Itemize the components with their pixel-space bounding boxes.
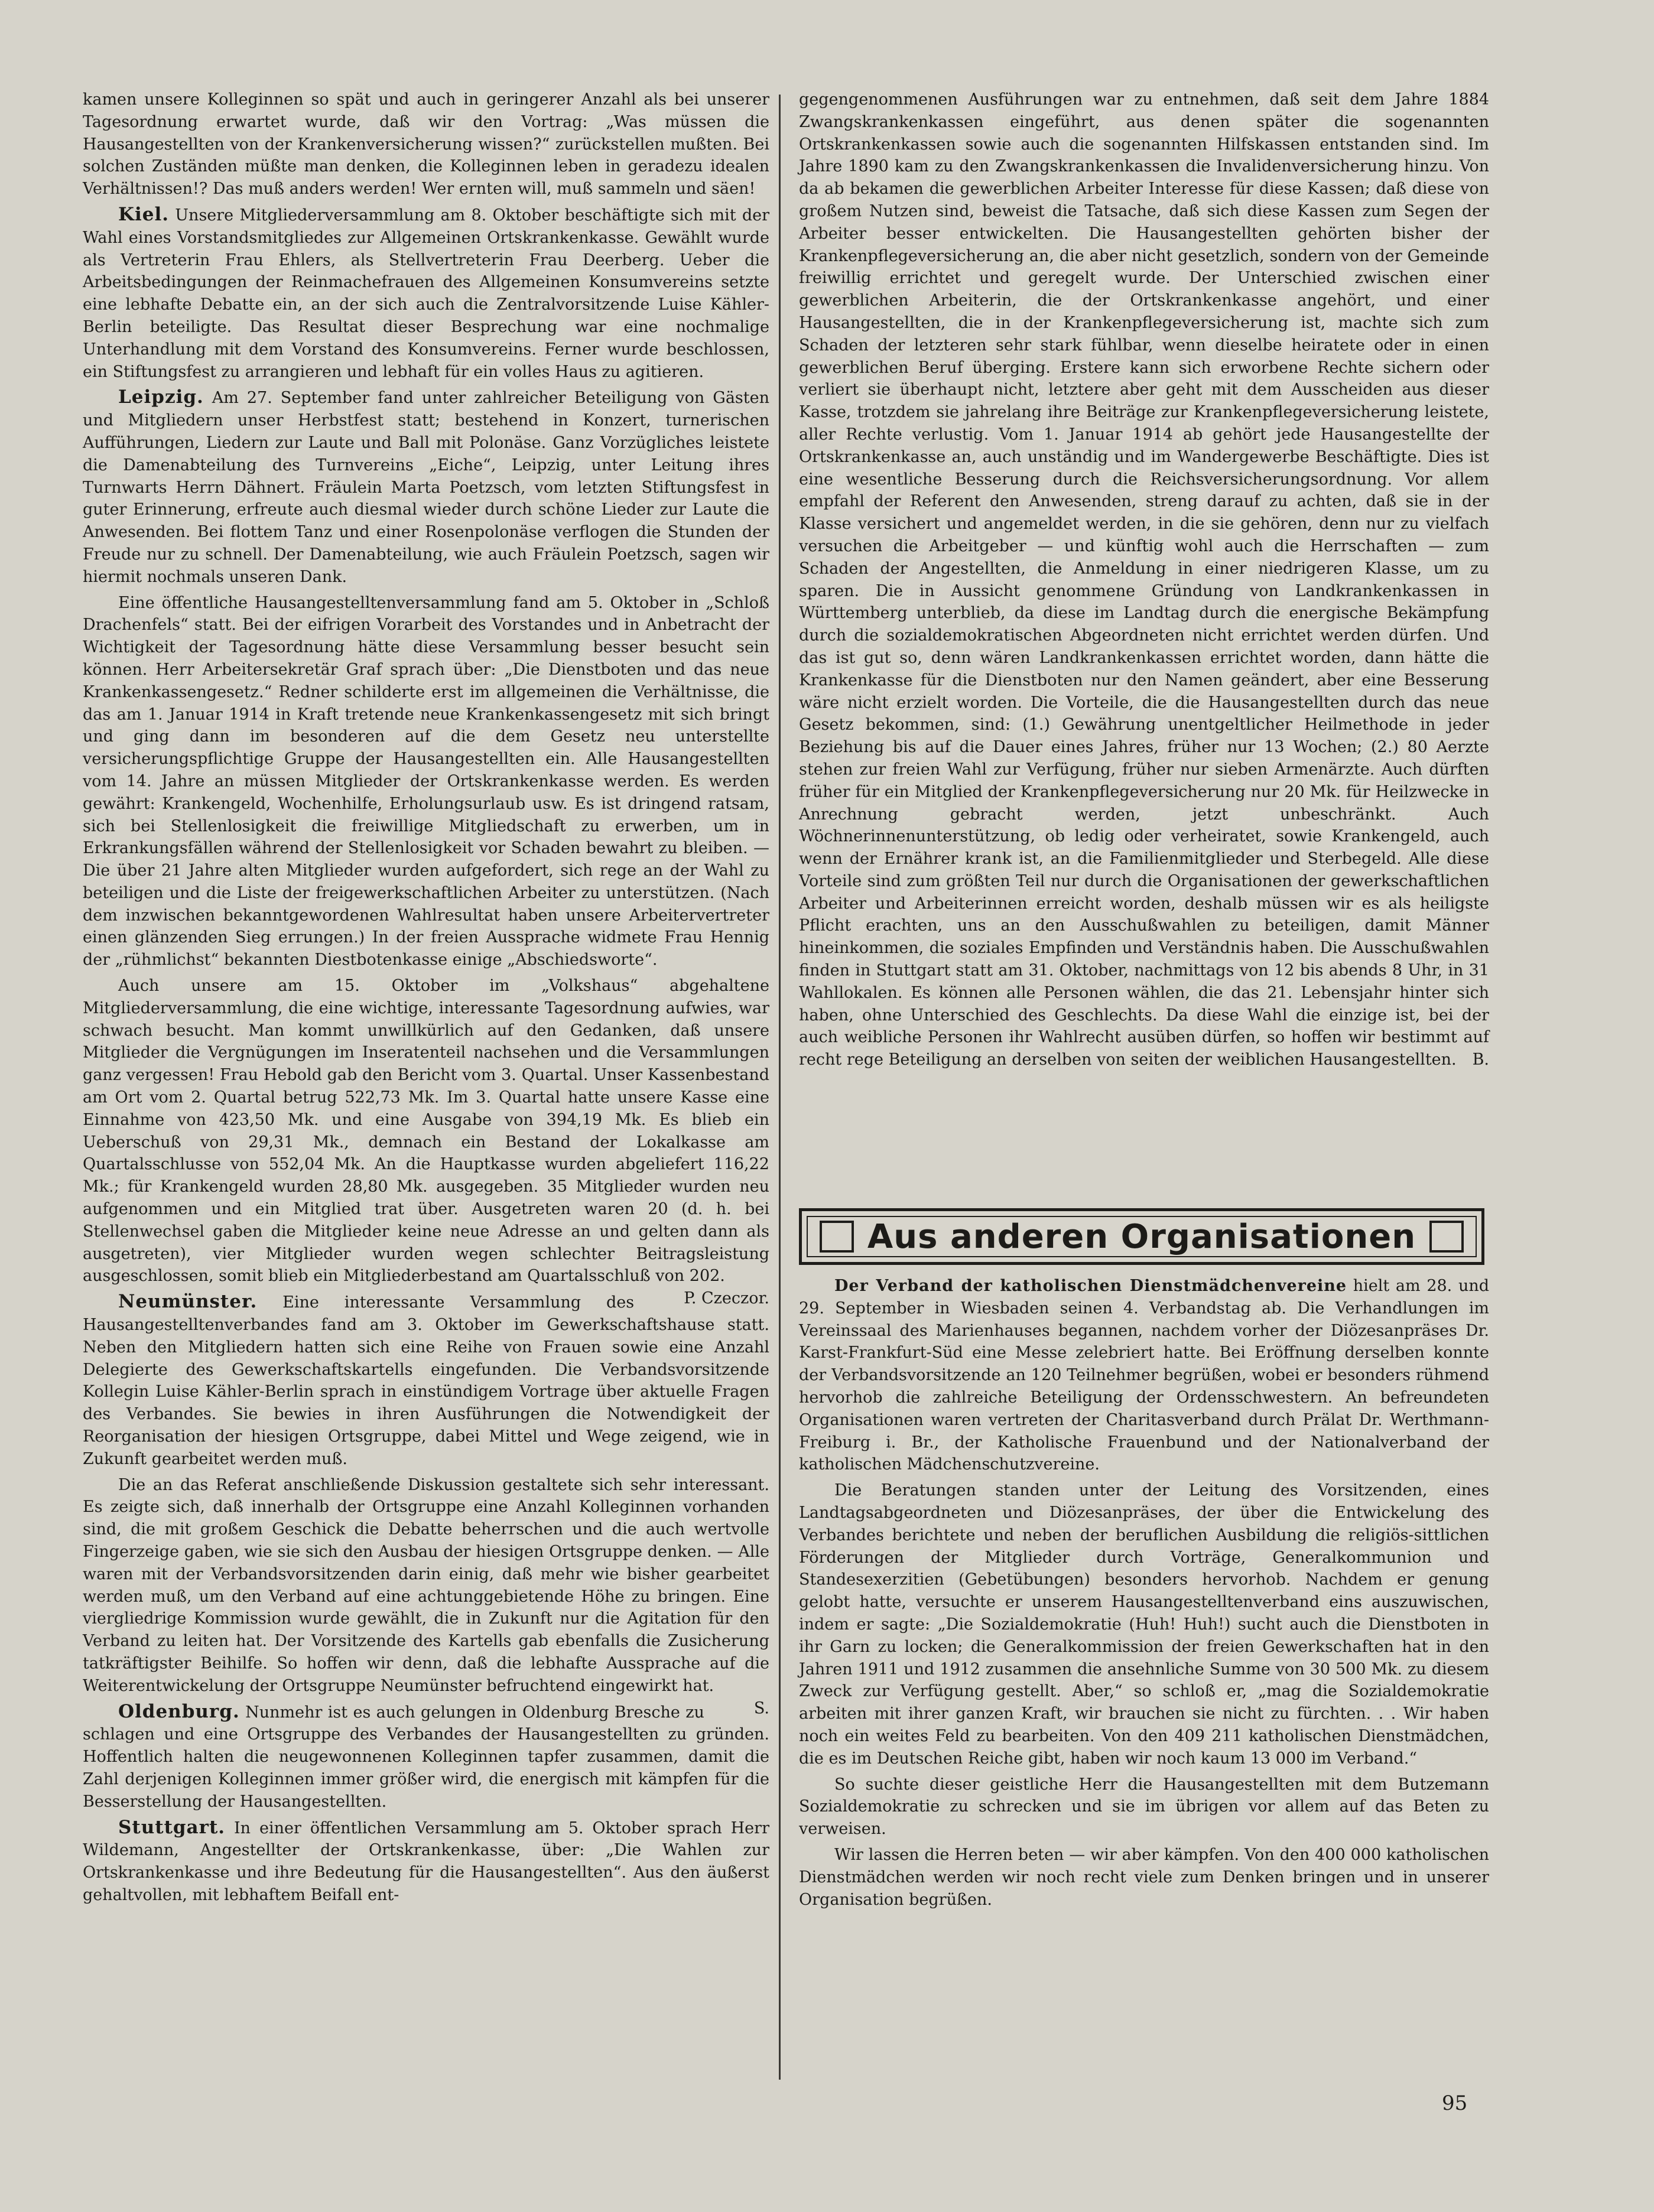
article-catholic-association (799, 1275, 1489, 1476)
paragraph-text: Eine öffentliche Hausangestelltenversammlung fand am 5. Oktober in „Schloß Drachenfels“ statt. Bei der eifrigen Vorarbeit des Vorstandes und in Anbetracht der Wichtigkeit der Tagesordnung hätte diese Versammlung besser besucht sein können. Herr Arbeitersekretär Graf sprach über: „Die Dienstboten und das neue Krankenkassengesetz.“ Redner schilderte erst im allgemeinen die Verhältnisse, die das am 1. Januar 1914 in Kraft tretende neue Krankenkassengesetz mit sich bringt und ging dann im besonderen auf die dem Gesetz neu unterstellte versicherungspflichtige Gruppe der Hausangestellten ein. Alle Hausangestellten vom 14. Jahre an müssen Mitglieder der Ortskrankenkasse werden. Es werden gewährt: Krankengeld, Wochenhilfe, Erholungsurlaub usw. Es ist dringend ratsam, sich bei Stellenlosigkeit die freiwillige Mitgliedschaft zu erwerben, um in Erkrankungsfällen während der Stellenlosigkeit vor Schaden bewahrt zu bleiben. — Die über 21 Jahre alten Mitglieder wurden aufgefordert, sich rege an der Wahl zu beteiligen und die Liste der freigewerkschaftlichen Arbeiter zu unterstützen. (Nach dem inzwischen bekanntgewordenen Wahlresultat haben unsere Arbeitervertreter einen glänzenden Sieg errungen.) In der freien Aussprache widmete Frau Hennig der „rühmlichst“ bekannten Diestbotenkasse einige „Abschiedsworte“. (83, 593, 769, 970)
article-paragraph (83, 592, 769, 972)
place-heading: Kiel. (118, 203, 170, 225)
right-column (799, 89, 1489, 1075)
paragraph-text: Unsere Mitgliederversammlung am 8. Oktober beschäftigte sich mit der Wahl eines Vorstandsmitgliedes zur Allgemeinen Ortskrankenkasse. Gewählt wurde als Vertreterin Frau Ehlers, als Stellvertreterin Frau Deerberg. Ueber die Arbeitsbedingungen der Reinmachefrauen des Allgemeinen Konsumvereins setzte eine lebhafte Debatte ein, an der sich auch die Zentralvorsitzende Luise Kähler-Berlin beteiligte. Das Resultat dieser Besprechung war eine nochmalige Unterhandlung mit dem Vorstand des Konsumvereins. Ferner wurde beschlossen, ein Stiftungsfest zu arrangieren und lebhaft für ein volles Haus zu agitieren. (83, 206, 769, 381)
paragraph-text: gegengenommenen Ausführungen war zu entnehmen, daß seit dem Jahre 1884 Zwangskrankenkassen eingeführt, aus denen später die sogenannten Ortskrankenkassen sowie auch die sogenannten Hilfskassen entstanden sind. Im Jahre 1890 kam zu den Zwangskrankenkassen die Invalidenversicherung hinzu. Von da ab bekamen die gewerblichen Arbeiter Interesse für diese Kassen; daß diese von großem Nutzen sind, beweist die Tatsache, daß sich diese Kassen zum Segen der Arbeiter besser entwickelten. Die Hausangestellten gehörten bisher der Krankenpflegeversicherung an, die aber nicht gesetzlich, sondern von der Gemeinde freiwillig errichtet und geregelt wurde. Der Unterschied zwischen einer gewerblichen Arbeiterin, die der Ortskrankenkasse angehört, und einer Hausangestellten, die in der Krankenpflegeversicherung ist, machte sich zum Schaden der letzteren sehr stark fühlbar, wenn dieselbe heiratete oder in einen gewerblichen Beruf überging. Erstere kann sich erworbene Rechte sichern oder verliert sie überhaupt nicht, letztere aber geht mit dem Ausscheiden aus dieser Kasse, trotzdem sie jahrelang ihre Beiträge zur Krankenpflegeversicherung leistete, aller Rechte verlustig. Vom 1. Januar 1914 ab gehört jede Hausangestellte der Ortskrankenkasse an, auch unständig und im Wandergewerbe Beschäftigte. Dies ist eine wesentliche Besserung durch die Reichsversicherungsordnung. Vor allem empfahl der Referent den Anwesenden, streng darauf zu achten, daß sie in der Klasse versichert und angemeldet werden, in die sie gehören, denn nur zu vielfach versuchen die Arbeitgeber — und künftig wohl auch die Herrschaften — zum Schaden der Angestellten, die Anmeldung in einer niedrigeren Klasse, um zu sparen. Die in Aussicht genommene Gründung von Landkrankenkassen in Württemberg unterblieb, da diese im Landtag durch die energische Bekämpfung durch die sozialdemokratischen Abgeordneten nicht errichtet werden dürfen. Und das ist gut so, denn wären Landkrankenkassen errichtet worden, dann hätte die Krankenkasse für die Dienstboten nur den Namen geändert, aber eine Besserung wäre nicht erzielt worden. Die Vorteile, die die Hausangestellten durch das neue Gesetz bekommen, sind: (1.) Gewährung unentgeltlicher Heilmethode in jeder Beziehung bis auf die Dauer eines Jahres, früher nur 13 Wochen; (2.) 80 Aerzte stehen zur freien Wahl zur Verfügung, früher nur sieben Armenärzte. Auch dürften früher für ein Mitglied der Krankenpflegeversicherung nur 20 Mk. für Heilzwecke in Anrechnung gebracht werden, jetzt unbeschränkt. Auch Wöchnerinnenunterstützung, ob ledig oder verheiratet, sowie Krankengeld, auch wenn der Ernährer krank ist, an die Familienmitglieder und Sterbegeld. Alle diese Vorteile sind zum größten Teil nur durch die Organisationen der gewerkschaftlichen Arbeiter und Arbeiterinnen erreicht worden, deshalb müssen wir es als heiligste Pflicht erachten, uns an den Ausschußwahlen zu beteiligen, damit Männer hineinkommen, die soziales Empfinden und Verständnis haben. Die Ausschußwahlen finden in Stuttgart statt am 31. Oktober, nachmittags von 12 bis abends 8 Uhr, in 31 Wahllokalen. Es können alle Personen wählen, die das 21. Lebensjahr hinter sich haben, ohne Unterschied des Geschlechts. Da diese Wahl die einzige ist, bei der auch weibliche Personen ihr Wahlrecht ausüben dürfen, so hoffen wir bestimmt auf recht rege Beteiligung an derselben von seiten der weiblichen Hausangestellten. (799, 90, 1489, 1069)
right-column-lower (799, 1275, 1489, 1914)
paragraph-text: Eine interessante Versammlung des Hausangestelltenverbandes fand am 3. Oktober im Gewerkschaftshause statt. Neben den Mitgliedern hatten sich eine Reihe von Frauen sowie eine Anzahl Delegierte des Gewerkschaftskartells eingefunden. Die Verbandsvorsitzende Kollegin Luise Kähler-Berlin sprach in einstündigem Vortrage über aktuelle Fragen des Verbandes. Sie bewies in ihren Ausführungen die Notwendigkeit der Reorganisation der hiesigen Ortsgruppe, dabei Mittel und Wege zeigend, wie in Zukunft gearbeitet werden muß. (83, 1293, 769, 1468)
place-heading: Neumünster. (118, 1291, 258, 1313)
square-ornament-icon (820, 1221, 854, 1253)
paragraph-text: So suchte dieser geistliche Herr die Hausangestellten mit dem Butzemann Sozialdemokratie zu schrecken und sie im übrigen vor allem auf das Beten zu verweisen. (799, 1775, 1489, 1839)
column-divider (779, 95, 781, 2080)
paragraph-text: hielt am 28. und 29. September in Wiesbaden seinen 4. Verbandstag ab. Die Verhandlungen im Vereinssaal des Marienhauses begannen, nachdem vorher der Diözesanpräses Dr. Karst-Frankfurt-Süd eine Messe zelebriert hatte. Bei Eröffnung derselben konnte der Verbandsvorsitzende an 120 Teilnehmer begrüßen, wobei er besonders rühmend hervorhob die zahlreiche Beteiligung der Ordensschwestern. An befreundeten Organisationen waren vertreten der Charitasverband durch Prälat Dr. Werthmann-Freiburg i. Br., der Katholische Frauenbund und der Nationalverband der katholischen Mädchenschutzvereine. (799, 1277, 1490, 1474)
signature: P. Czeczor. (684, 1289, 769, 1308)
place-heading: Oldenburg. (118, 1700, 240, 1722)
article-leipzig (83, 386, 769, 588)
article-neumuenster (83, 1291, 769, 1470)
paragraph-text: Nunmehr ist es auch gelungen in Oldenburg Bresche zu schlagen und eine Ortsgruppe des Verbandes der Hausangestellten zu gründen. Hoffentlich halten die neugewonnenen Kolleginnen tapfer zusammen, damit die Zahl derjenigen Kolleginnen immer größer wird, die energisch mit kämpfen für die Besserstellung der Hausangestellten. (83, 1703, 769, 1811)
paragraph-text: kamen unsere Kolleginnen so spät und auch in geringerer Anzahl als bei unserer Tagesordnung erwartet wurde, daß wir den Vortrag: „Was müssen die Hausangestellten von der Krankenversicherung wissen?“ zurückstellen mußten. Bei solchen Zuständen müßte man denken, die Kolleginnen leben in geradezu idealen Verhältnissen!? Das muß anders werden! Wer ernten will, muß sammeln und säen! (83, 90, 769, 199)
article-stuttgart (83, 1817, 769, 1907)
square-ornament-icon (1429, 1221, 1464, 1253)
paragraph-text: Am 27. September fand unter zahlreicher Beteiligung von Gästen und Mitgliedern unser Herbstfest statt; bestehend in Konzert, turnerischen Aufführungen, Liedern zur Laute und Ball mit Polonäse. Ganz Vorzügliches leistete die Damenabteilung des Turnvereins „Eiche“, Leipzig, unter Leitung ihres Turnwarts Herrn Dähnert. Fräulein Marta Poetzsch, vom letzten Stiftungsfest in guter Erinnerung, erfreute auch diesmal wieder durch schöne Lieder zur Laute die Anwesenden. Bei flottem Tanz und einer Rosenpolonäse verflogen die Stunden der Freude nur zu schnell. Der Damenabteilung, wie auch Fräulein Poetzsch, sagen wir hiermit nochmals unseren Dank. (83, 389, 769, 586)
article-paragraph (799, 1844, 1489, 1911)
paragraph-text: Auch unsere am 15. Oktober im „Volkshaus“ abgehaltene Mitgliederversammlung, die eine wichtige, interessante Tagesordnung aufwies, war schwach besucht. Man kommt unwillkürlich auf den Gedanken, daß unsere Mitglieder die Vergnügungen im Inseratenteil nachsehen und die Versammlungen ganz vergessen! Frau Hebold gab den Bericht vom 3. Quartal. Unser Kassenbestand am Ort vom 2. Quartal betrug 522,73 Mk. Im 3. Quartal hatte unsere Kasse eine Einnahme von 423,50 Mk. und eine Ausgabe von 394,19 Mk. Es blieb ein Ueberschuß von 29,31 Mk., demnach ein Bestand der Lokalkasse am Quartalsschlusse von 552,04 Mk. An die Hauptkasse wurden abgeliefert 116,22 Mk.; für Krankengeld wurden 28,80 Mk. ausgegeben. 35 Mitglieder wurden neu aufgenommen und ein Mitglied trat über. Ausgetreten waren 20 (d. h. bei Stellenwechsel gaben die Mitglieder keine neue Adresse an und gelten dann als ausgetreten), vier Mitglieder wurden wegen schlechter Beitragsleistung ausgeschlossen, somit blieb ein Mitgliederbestand am Quartalsschluß von 202. (83, 977, 769, 1286)
section-title: Aus anderen Organisationen (867, 1217, 1416, 1256)
page-number: 95 (1442, 2091, 1468, 2115)
article-paragraph (799, 1774, 1489, 1840)
paragraph-text: In einer öffentlichen Versammlung am 5. Oktober sprach Herr Wildemann, Angestellter der Ortskrankenkasse, über: „Die Wahlen zur Ortskrankenkasse und ihre Bedeutung für die Hausangestellten“. Aus den äußerst gehaltvollen, mit lebhaftem Beifall ent- (83, 1819, 769, 1904)
signature: B. (1472, 1050, 1489, 1069)
article-kiel (83, 204, 769, 383)
left-column (83, 89, 769, 1910)
paragraph-text: Die an das Referat anschließende Diskussion gestaltete sich sehr interessant. Es zeigte sich, daß innerhalb der Ortsgruppe eine Anzahl Kolleginnen vorhanden sind, die mit großem Geschick die Debatte beherrschen und die auch wertvolle Fingerzeige gaben, wie sie sich den Ausbau der hiesigen Ortsgruppe denken. — Alle waren mit der Verbandsvorsitzenden darin einig, daß mehr wie bisher gearbeitet werden muß, um den Verband auf eine achtunggebietende Höhe zu bringen. Eine viergliedrige Kommission wurde gewählt, die in Zukunft nur die Agitation für den Verband zu leiten hat. Der Vorsitzende des Kartells gab ebenfalls die Zusicherung tatkräftigster Beihilfe. So hoffen wir denn, daß die lebhafte Aussprache auf die Weiterentwickelung der Ortsgruppe Neumünster befruchtend eingewirkt hat. (83, 1475, 769, 1695)
article-paragraph (799, 1479, 1489, 1769)
section-header (799, 1208, 1484, 1265)
place-heading: Leipzig. (118, 386, 204, 408)
article-paragraph (799, 89, 1489, 1071)
article-lead: Der Verband der katholischen Dienstmädchenvereine (834, 1277, 1347, 1295)
place-heading: Stuttgart. (118, 1816, 226, 1838)
article-paragraph (83, 89, 769, 200)
article-oldenburg (83, 1701, 769, 1813)
signature: S. (753, 1699, 769, 1717)
paragraph-text: Die Beratungen standen unter der Leitung des Vorsitzenden, eines Landtagsabgeordneten und Diözesanpräses, der über die Entwickelung des Verbandes berichtete und neben der beruflichen Ausbildung die religiös-sittlichen Förderungen der Mitglieder durch Vorträge, Generalkommunion und Standesexerzitien (Gebetübungen) besonders hervorhob. Nachdem er genung gelobt hatte, versuchte er unserem Hausangestelltenverband eins auszuwischen, indem er sagte: „Die Sozialdemokratie (Huh! Huh!) sucht auch die Dienstboten in ihr Garn zu locken; die Generalkommission der freien Gewerkschaften hat in den Jahren 1911 und 1912 zusammen die ansehnliche Summe von 30 500 Mk. zu diesem Zweck zur Verfügung gestellt. Aber,“ so schloß er, „mag die Sozialdemokratie arbeiten mit ihrer ganzen Kraft, wir brauchen sie nicht zu fürchten. . . Wir haben noch ein weites Feld zu bearbeiten. Von den 409 211 katholischen Dienstmädchen, die es im Deutschen Reiche gibt, haben wir noch kaum 13 000 im Verband.“ (799, 1481, 1489, 1768)
paragraph-text: Wir lassen die Herren beten — wir aber kämpfen. Von den 400 000 katholischen Dienstmädchen werden wir noch recht viele zum Denken bringen und in unserer Organisation begrüßen. (799, 1845, 1489, 1909)
